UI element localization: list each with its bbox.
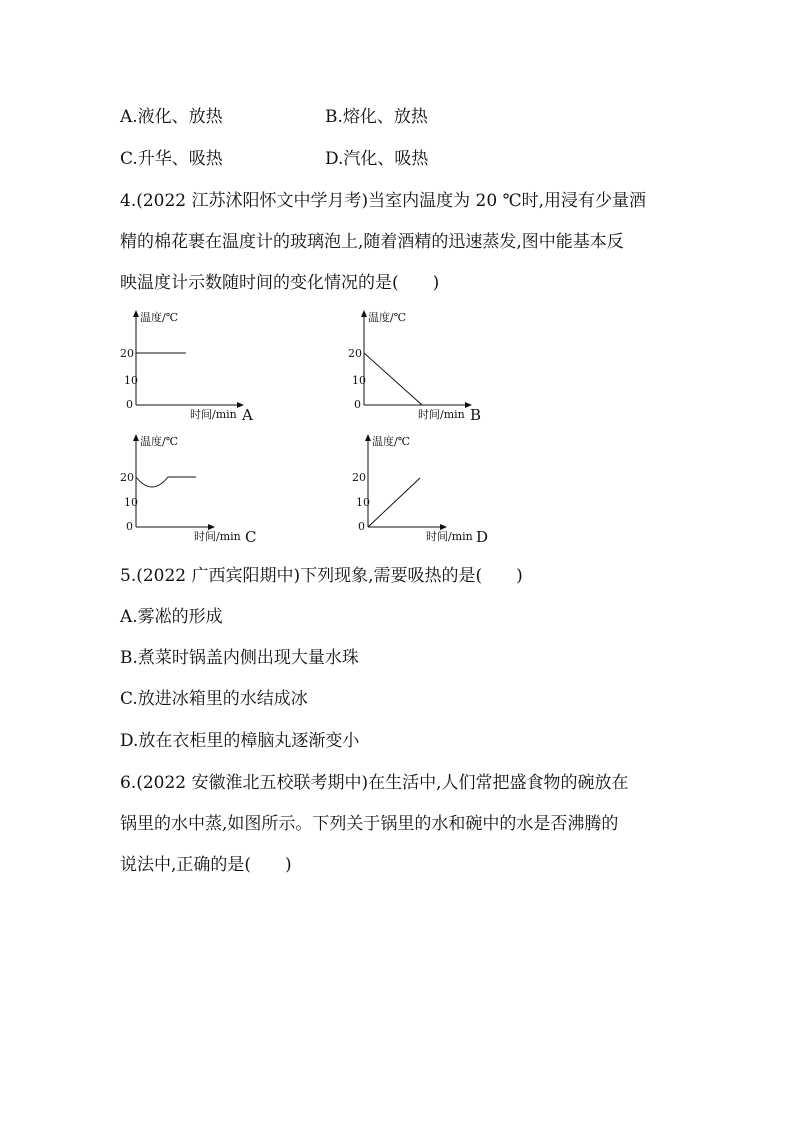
graph-d-curve [368,478,420,527]
q3-option-b: B.熔化、放热 [325,107,428,127]
q5-option-b: B.煮菜时锅盖内侧出现大量水珠 [120,648,359,668]
graph-c-y-arrow [133,434,139,441]
graph-b-tick-0: 0 [354,398,361,411]
graph-d-tick-20: 20 [352,471,366,484]
q4-stem-line3: 映温度计示数随时间的变化情况的是( ) [120,273,440,293]
graph-c-curve [136,477,196,487]
graph-a-y-arrow [133,310,139,317]
graph-d-xlabel: 时间/min [426,530,473,543]
graph-c-tick-20: 20 [120,471,134,484]
q4-stem-line1: 4.(2022 江苏沭阳怀文中学月考)当室内温度为 20 ℃时,用浸有少量酒 [120,191,647,211]
graph-b-tick-20: 20 [348,347,362,360]
graph-d-letter: D [476,528,489,546]
graph-d-tick-10: 10 [356,496,370,509]
q3-option-c: C.升华、吸热 [120,149,223,169]
q6-stem-line3: 说法中,正确的是( ) [120,855,292,875]
graph-b-ylabel: 温度/℃ [368,311,407,324]
graph-a [118,308,278,428]
q3-option-a: A.液化、放热 [120,107,223,127]
graph-d-tick-0: 0 [358,520,365,533]
graph-c-xlabel: 时间/min [194,530,241,543]
graph-a-tick-10: 10 [124,374,138,387]
graph-b [346,308,506,428]
graph-a-letter: A [242,406,253,423]
graph-d [350,432,510,552]
graph-c-tick-0: 0 [126,520,133,533]
graph-c-tick-10: 10 [124,496,138,509]
graph-b-y-arrow [361,310,367,317]
graph-b-tick-10: 10 [352,374,366,387]
q5-option-a: A.雾凇的形成 [120,607,223,627]
graph-a-xlabel: 时间/min [190,408,237,421]
graph-c [118,432,278,552]
graph-c-ylabel: 温度/℃ [140,435,179,448]
graph-a-tick-20: 20 [120,347,134,360]
q6-stem-line1: 6.(2022 安徽淮北五校联考期中)在生活中,人们常把盛食物的碗放在 [120,773,629,793]
q3-option-d: D.汽化、吸热 [325,149,429,169]
graph-d-ylabel: 温度/℃ [372,435,411,448]
q6-stem-line2: 锅里的水中蒸,如图所示。下列关于锅里的水和碗中的水是否沸腾的 [120,814,619,834]
q5-option-d: D.放在衣柜里的樟脑丸逐渐变小 [120,731,360,751]
q5-stem: 5.(2022 广西宾阳期中)下列现象,需要吸热的是( ) [120,566,523,586]
graph-b-xlabel: 时间/min [418,408,465,421]
graph-b-letter: B [470,406,482,423]
graph-d-y-arrow [365,434,371,441]
graph-b-curve [364,353,422,405]
graph-c-letter: C [245,528,257,546]
graph-a-tick-0: 0 [126,398,133,411]
q4-stem-line2: 精的棉花裹在温度计的玻璃泡上,随着酒精的迅速蒸发,图中能基本反 [120,232,624,252]
q5-option-c: C.放进冰箱里的水结成冰 [120,689,308,709]
graph-a-ylabel: 温度/℃ [140,311,179,324]
